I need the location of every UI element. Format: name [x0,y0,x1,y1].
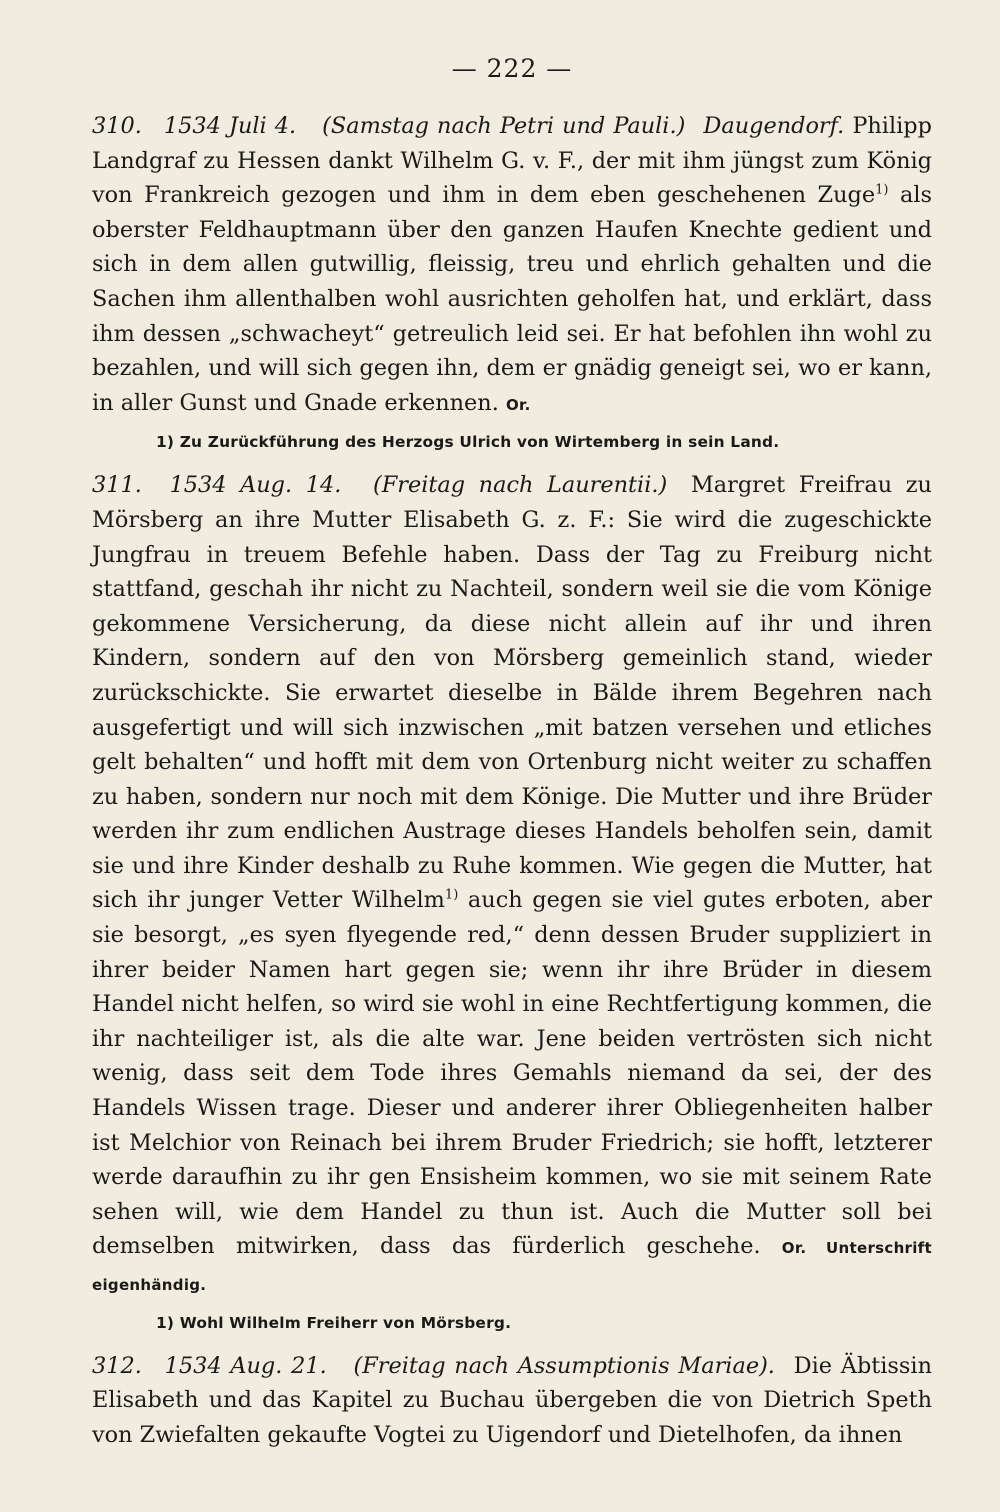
entry-place: Daugendorf. [703,113,845,139]
source-note: Or. [505,395,531,414]
entry-date: 1534 Juli 4. [163,113,297,139]
entry-number: 311. [92,472,142,499]
entry-day-note: (Samstag nach Petri und Pauli.) [322,113,686,139]
entry-text: Margret Freifrau zu Mörsberg an ihre Mutter Elisabeth G. z. F.: Sie wird die zugeschickte Jungfrau in treuem Befehle haben. Dass der Tag zu Freiburg nicht stattfand, geschah ihr nicht zu Nachteil, sondern weil sie die vom Könige gekommene Versicherung, da diese nicht allein auf ihr und ihren Kindern, sondern auf den von Mörsberg gemeinlich stand, wieder zurückschickte. Sie erwartet dieselbe in Bälde ihrem Begehren nach ausgefertigt und will sich inzwischen „mit batzen versehen und etliches gelt behalten“ und hofft mit dem von Ortenburg nicht weiter zu schaffen zu haben, sondern nur noch mit dem Könige. Die Mutter und ihre Brüder werden ihr zum endlichen Austrage dieses Handels beholfen sein, damit sie und ihre Kinder deshalb zu Ruhe kommen. Wie gegen die Mutter, hat sich ihr junger Vetter Wilhelm [92,472,932,914]
entry-311 [92,468,932,1302]
page-number: — 222 — [451,54,573,83]
entry-number: 312. [92,1352,142,1379]
entry-date: 1534 Aug. 21. [164,1352,327,1379]
source-note: Or. Unterschrift eigenhändig. [92,1239,932,1294]
entry-date: 1534 Aug. 14. [169,472,342,499]
entry-text: Philipp Landgraf zu Hessen dankt Wilhelm G. v. F., der mit ihm jüngst zum König von Frankreich gezogen und ihm in dem eben geschehenen Zuge [92,113,932,209]
footnote: 1) Zu Zurückführung des Herzogs Ulrich von Wirtemberg in sein Land. [156,433,780,452]
footnote-mark: 1) [444,888,459,903]
entry-day-note: (Freitag nach Laurentii.) [372,472,668,499]
entry-text: als oberster Feldhauptmann über den ganzen Haufen Knechte gedient und sich in dem allen gutwillig, fleissig, treu und ehrlich gehalten und die Sachen ihm allenthalben wohl ausrichten geholfen hat, und erklärt, dass ihm dessen „schwacheyt“ getreulich leid sei. Er hat befohlen ihn wohl zu bezahlen, und will sich gegen ihn, dem er gnädig geneigt sei, wo er kann, in aller Gunst und Gnade erkennen. [92,182,933,416]
entry-310 [92,109,932,422]
entry-text: Die Äbtissin Elisabeth und das Kapitel zu Buchau übergeben die von Dietrich Speth von Zwiefalten gekaufte Vogtei zu Uigendorf und Dietelhofen, da ihnen [92,1352,932,1448]
footnote: 1) Wohl Wilhelm Freiherr von Mörsberg. [156,1313,512,1332]
footnote-mark: 1) [875,182,889,198]
entry-day-note: (Freitag nach Assumptionis Mariae). [353,1352,775,1379]
entry-number: 310. [92,113,142,139]
entry-text: auch gegen sie viel gutes erboten, aber sie besorgt, „es syen flyegende red,“ denn dessen Bruder suppliziert in ihrer beider Namen hart gegen sie; wenn ihr ihre Brüder in diesem Handel nicht helfen, so wird sie wohl in eine Rechtfertigung kommen, die ihr nachteiliger ist, als die alte war. Jene beiden vertrösten sich nicht wenig, dass seit dem Tode ihres Gemahls niemand da sei, der des Handels Wissen trage. Dieser und anderer ihrer Obliegenheiten halber ist Melchior von Reinach bei ihrem Bruder Friedrich; sie hofft, letzterer werde daraufhin zu ihr gen Ensisheim kommen, wo sie mit seinem Rate sehen will, wie dem Handel zu thun ist. Auch die Mutter soll bei demselben mitwirken, dass das fürderlich geschehe. [92,887,932,1260]
entry-312 [92,1349,932,1453]
